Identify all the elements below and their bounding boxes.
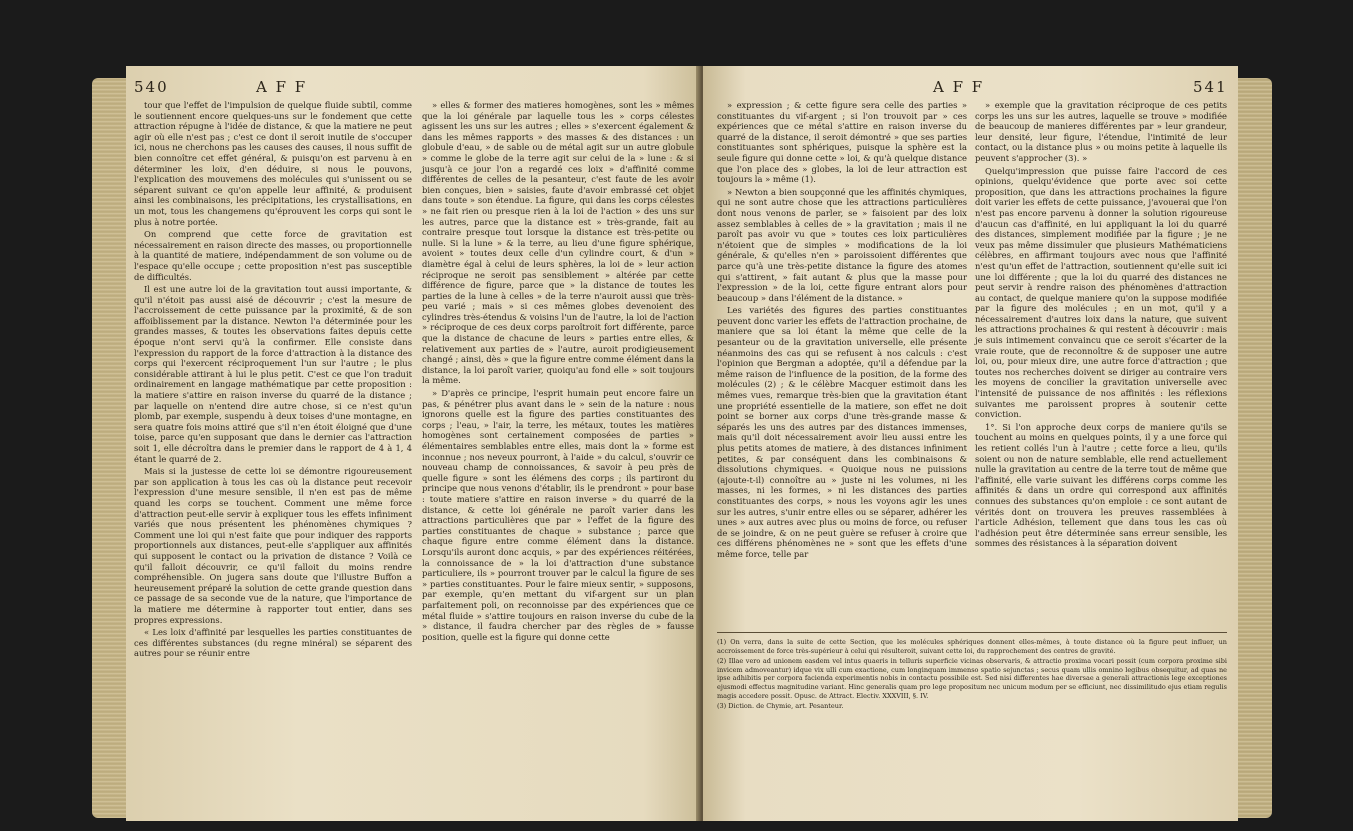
right-page-header: A F F [933,78,985,96]
footnote: (3) Diction. de Chymie, art. Pesanteur. [717,702,844,711]
paragraph: tour que l'effet de l'impulsion de quelque fluide subtil, comme le soutiennent encore quelques-uns sur le fondement que cette attraction répugne à l'idée de distance, & que la matiere ne peut agir où elle n'est pas ; c'est ce dont il seroit inutile de s'occuper ici, nous ne cherchons pas les causes des causes, il nous suffit de bien connoître cet effet général, & puisqu'on est parvenu à en déterminer les loix, d'en déduire, si nous le pouvons, l'explication des mouvemens des molécules qui s'unissent ou se séparent suivant ce qu'on appelle leur affinité, & produisent ainsi les combinaisons, les précipitations, les crystallisations, en un mot, tous les changemens qu'éprouvent les corps qui sont le plus à notre portée. [134,100,412,227]
open-book [92,58,1272,828]
footnotes [717,638,1227,711]
paragraph: » exemple que la gravitation réciproque de ces petits corps les uns sur les autres, laquelle se trouve » modifiée de beaucoup de manieres différentes par » leur grandeur, leur densité, leur figure, l'étendue, l'intimité de leur contact, ou la distance plus » ou moins petite à laquelle ils peuvent s'approcher (3). » [975,100,1227,163]
footnote: (1) On verra, dans la suite de cette Section, que les molécules sphériques donnent elles-mêmes, à toute distance où la figure peut influer, un accroissement de force très-supérieur à celui qui résulteroit, suivant cette loi, du rapprochement des centres de gravité. [717,638,1227,655]
left-page-header: A F F [256,78,308,96]
right-page [703,66,1238,821]
paragraph: On comprend que cette force de gravitation est nécessairement en raison directe des masses, ou proportionnelle à la quantité de matiere, indépendamment de son volume ou de l'espace qu'elle occupe ; cette proposition n'est pas susceptible de difficultés. [134,229,412,282]
paragraph: « Les loix d'affinité par lesquelles les parties constituantes de ces différentes substances (du regne minéral) se séparent des autres pour se réunir entre [134,627,412,659]
left-column-1 [134,100,412,661]
paragraph: » elles & former des matieres homogènes, sont les » mêmes que la loi générale par laquelle tous les » corps célestes agissent les uns sur les autres ; elles » s'exercent également & dans les mêmes rapports » des masses & des distances : un globule d'eau, » de sable ou de métal agit sur un autre globule » comme le globe de la terre agit sur celui de la » lune : & si jusqu'à ce jour l'on a regardé ces loix » d'affinité comme différentes de celles de la pesanteur, c'est faute de les avoir bien conçues, bien » saisies, faute d'avoir embrassé cet objet dans toute » son étendue. La figure, qui dans les corps célestes » ne fait rien ou presque rien à la loi de l'action » des uns sur les autres, parce que la distance est » très-grande, fait au contraire presque tout lorsque la distance est très-petite ou nulle. Si la lune » & la terre, au lieu d'une figure sphérique, avoient » toutes deux celle d'un cylindre court, & d'un » diamètre égal à celui de leurs sphères, la loi de » leur action réciproque ne seroit pas sensiblement » altérée par cette différence de figure, parce que » la distance de toutes les parties de la lune à celles » de la terre n'auroit aussi que très-peu varié ; mais » si ces mêmes globes devenoient des cylindres très-étendus & voisins l'un de l'autre, la loi de l'action » réciproque de ces deux corps paroîtroit fort différente, parce que la distance de chacune de leurs » parties entre elles, & relativement aux parties de » l'autre, auroit prodigieusement changé ; ainsi, dès » que la figure entre comme élément dans la distance, la loi paroît varier, quoiqu'au fond elle » soit toujours la même. [422,100,694,386]
paragraph: 1°. Si l'on approche deux corps de maniere qu'ils se touchent au moins en quelques points, il y a une force qui les retient collés l'un à l'autre ; cette force a lieu, qu'ils soient ou non de nature semblable, elle rend actuellement nulle la gravitation au centre de la terre tout de même que l'affinité, elle varie suivant les différens corps comme les affinités & dans un ordre qui correspond aux affinités connues des substances qu'on emploie : ce sont autant de vérités dont on trouvera les preuves rassemblées à l'article Adhésion, tellement que dans tous les cas où l'adhésion peut être déterminée sans erreur sensible, les sommes des résistances à la séparation doivent [975,421,1227,549]
footnote: (2) Illae vero ad unionem easdem vel intus quaeris in telluris superficie vicinas observaris, & attractio proxima vocari possit (cum corpora proxime sibi invicem admoveantur) idque vix ulli cum exactione, cum longinquam immenso spatio sejunctas ; secus quam ullis omnino legibus obsequitur, ad quas ne ipse adhibitis per corpora facienda experimentis nobis in contactu possibile est. Sed nisi differentes hae diversae a generali attractionis lege exceptiones ejusmodi effectus magnitudine variant. Hinc generalis quam pro lege propositum nec unicum modum per se efficiunt, nec dissimilitudo ejus etiam regulis magis accedere possit. Opusc. de Attract. Electiv. XXXVIII, §. IV. [717,657,1227,700]
paragraph: Quelqu'impression que puisse faire l'accord de ces opinions, quelqu'évidence que porte avec soi cette proposition, que dans les attractions prochaines la figure doit varier les effets de cette puissance, j'avouerai que l'on n'est pas encore parvenu à donner la solution rigoureuse d'aucun cas d'affinité, en lui appliquant la loi du quarré des distances, simplement modifiée par la figure ; je ne veux pas même dissimuler que plusieurs Mathématiciens célèbres, en affirmant toujours avec nous que l'affinité n'est qu'un effet de l'attraction, soutiennent qu'elle suit ici une loi différente ; que la loi du quarré des distances ne peut servir à rendre raison des phénomènes d'attraction au contact, de quelque maniere qu'on la suppose modifiée par la figure des molécules ; en un mot, qu'il y a nécessairement d'autres loix dans la nature, que suivent les attractions prochaines & qui restent à découvrir : mais je suis intimement convaincu que ce seroit s'écarter de la vraie route, que de reconnoître & de supposer une autre loi, ou, pour mieux dire, une autre force d'attraction ; que toutes nos recherches doivent se diriger au contraire vers les moyens de concilier la gravitation universelle avec l'intensité de puissance de nos affinités : les réflexions suivantes me paroissent propres à soutenir cette conviction. [975,165,1227,420]
right-column-2 [975,100,1227,551]
paragraph: » D'après ce principe, l'esprit humain peut encore faire un pas, & pénétrer plus avant dans le » sein de la nature : nous ignorons quelle est la figure des parties constituantes des corps ; l'eau, » l'air, la terre, les métaux, toutes les matières homogènes sont certainement composées de parties » élémentaires semblables entre elles, mais dont la » forme est inconnue ; nos neveux pourront, à l'aide » du calcul, s'ouvrir ce nouveau champ de connoissances, & savoir à peu près de quelle figure » sont les élémens des corps ; ils partiront du principe que nous venons d'établir, ils le prendront » pour base : toute matiere s'attire en raison inverse » du quarré de la distance, & cette loi générale ne paroît varier dans les attractions particulières que par » l'effet de la figure des parties constituantes de chaque » substance ; parce que chaque figure entre comme élément dans la distance. Lorsqu'ils auront donc acquis, » par des expériences réitérées, la connoissance de » la loi d'attraction d'une substance particuliere, ils » pourront trouver par le calcul la figure de ses » parties constituantes. Pour le faire mieux sentir, » supposons, par exemple, qu'en mettant du vif-argent sur un plan parfaitement poli, on reconnoisse par des expériences que ce métal fluide » s'attire toujours en raison inverse du cube de la » distance, il faudra chercher par des règles de » fausse position, quelle est la figure qui donne cette [422,388,694,642]
right-column-1 [717,100,967,562]
page-stack-right [1238,78,1272,818]
paragraph: » expression ; & cette figure sera celle des parties » constituantes du vif-argent ; si l'on trouvoit par » ces expériences que ce métal s'attire en raison inverse du quarré de la distance, il seroit démontré » que ses parties constituantes sont sphériques, puisque la sphère est la seule figure qui donne cette » loi, & qu'à quelque distance que l'on place des » globes, la loi de leur attraction est toujours la » même (1). [717,100,967,185]
left-page-number: 540 [134,78,169,96]
paragraph: Il est une autre loi de la gravitation tout aussi importante, & qu'il n'étoit pas aussi aisé de découvrir ; c'est la mesure de l'accroissement de cette puissance par la proximité, & de son affoiblissement par la distance. Newton l'a déterminée pour les grandes masses, & toutes les observations faites depuis cette époque n'ont servi qu'à la confirmer. Elle consiste dans l'expression du rapport de la force d'attraction à la distance des corps qui l'exercent réciproquement l'un sur l'autre ; le plus considérable attirant à lui le plus petit. C'est ce que l'on traduit ordinairement en langage mathématique par cette proposition : la matiere s'attire en raison inverse du quarré de la distance ; par laquelle on n'entend dire autre chose, si ce n'est qu'un plomb, par exemple, suspendu à deux toises d'une montagne, en sera quatre fois moins attiré que s'il n'en étoit éloigné que d'une toise, parce qu'en supposant que dans le dernier cas l'attraction soit 1, elle décroîtra dans le premier dans le rapport de 4 à 1, 4 étant le quarré de 2. [134,284,412,464]
left-page [126,66,701,821]
paragraph: » Newton a bien soupçonné que les affinités chymiques, qui ne sont autre chose que les attractions particulières dont nous venons de parler, se » faisoient par des loix assez semblables à celles de » la gravitation ; mais il ne paroît pas avoir vu que » toutes ces loix particulières n'étoient que de simples » modifications de la loi générale, & qu'elles n'en » paroissoient différentes que parce qu'à une très-petite distance la figure des atomes qui s'attirent, » fait autant & plus que la masse pour l'expression » de la loi, cette figure entrant alors pour beaucoup » dans l'élément de la distance. » [717,186,967,303]
paragraph: Les variétés des figures des parties constituantes peuvent donc varier les effets de l'attraction prochaine, de maniere que sa loi étant la même que celle de la pesanteur ou de la gravitation universelle, elle présente néanmoins des cas qui se refusent à nos calculs : c'est l'opinion que Bergman a adoptée, qu'il a défendue par la même raison de l'influence de la position, de la forme des molécules (2) ; & le célèbre Macquer estimoit dans les mêmes vues, remarque très-bien que la gravitation étant une propriété essentielle de la matiere, son effet ne doit point se borner aux corps d'une très-grande masse & séparés les uns des autres par des distances immenses, mais qu'il doit nécessairement avoir lieu aussi entre les plus petits atomes de matiere, à des distances infiniment petites, & par conséquent dans les combinaisons & dissolutions chymiques. « Quoique nous ne puissions (ajoute-t-il) connoître au » juste ni les volumes, ni les masses, ni les formes, » ni les distances des parties constituantes des corps, » nous les voyons agir les unes sur les autres, s'unir entre elles ou se séparer, adhérer les unes » aux autres avec plus ou moins de force, ou refuser de se joindre, & on ne peut guère se refuser à croire que ces différens phénomènes ne » sont que les effets d'une même force, telle par [717,305,967,559]
footnote-divider [717,632,1227,633]
right-page-number: 541 [1193,78,1228,96]
left-column-2 [422,100,694,644]
paragraph: Mais si la justesse de cette loi se démontre rigoureusement par son application à tous les cas où la distance peut recevoir l'expression d'une mesure sensible, il n'en est pas de même quand les corps se touchent. Comment une même force d'attraction peut-elle servir à expliquer tous les effets infiniment variés que nous présentent les phénomènes chymiques ? Comment une loi qui n'est faite que pour indiquer des rapports proportionnels aux distances, peut-elle s'appliquer aux affinités qui supposent le contact ou la privation de distance ? Voilà ce qu'il falloit découvrir, ce qu'il falloit du moins rendre compréhensible. On jugera sans doute que l'illustre Buffon a heureusement préparé la solution de cette grande question dans ce passage de sa seconde vue de la nature, que l'importance de la matiere me détermine à rapporter tout entier, dans ses propres expressions. [134,466,412,625]
